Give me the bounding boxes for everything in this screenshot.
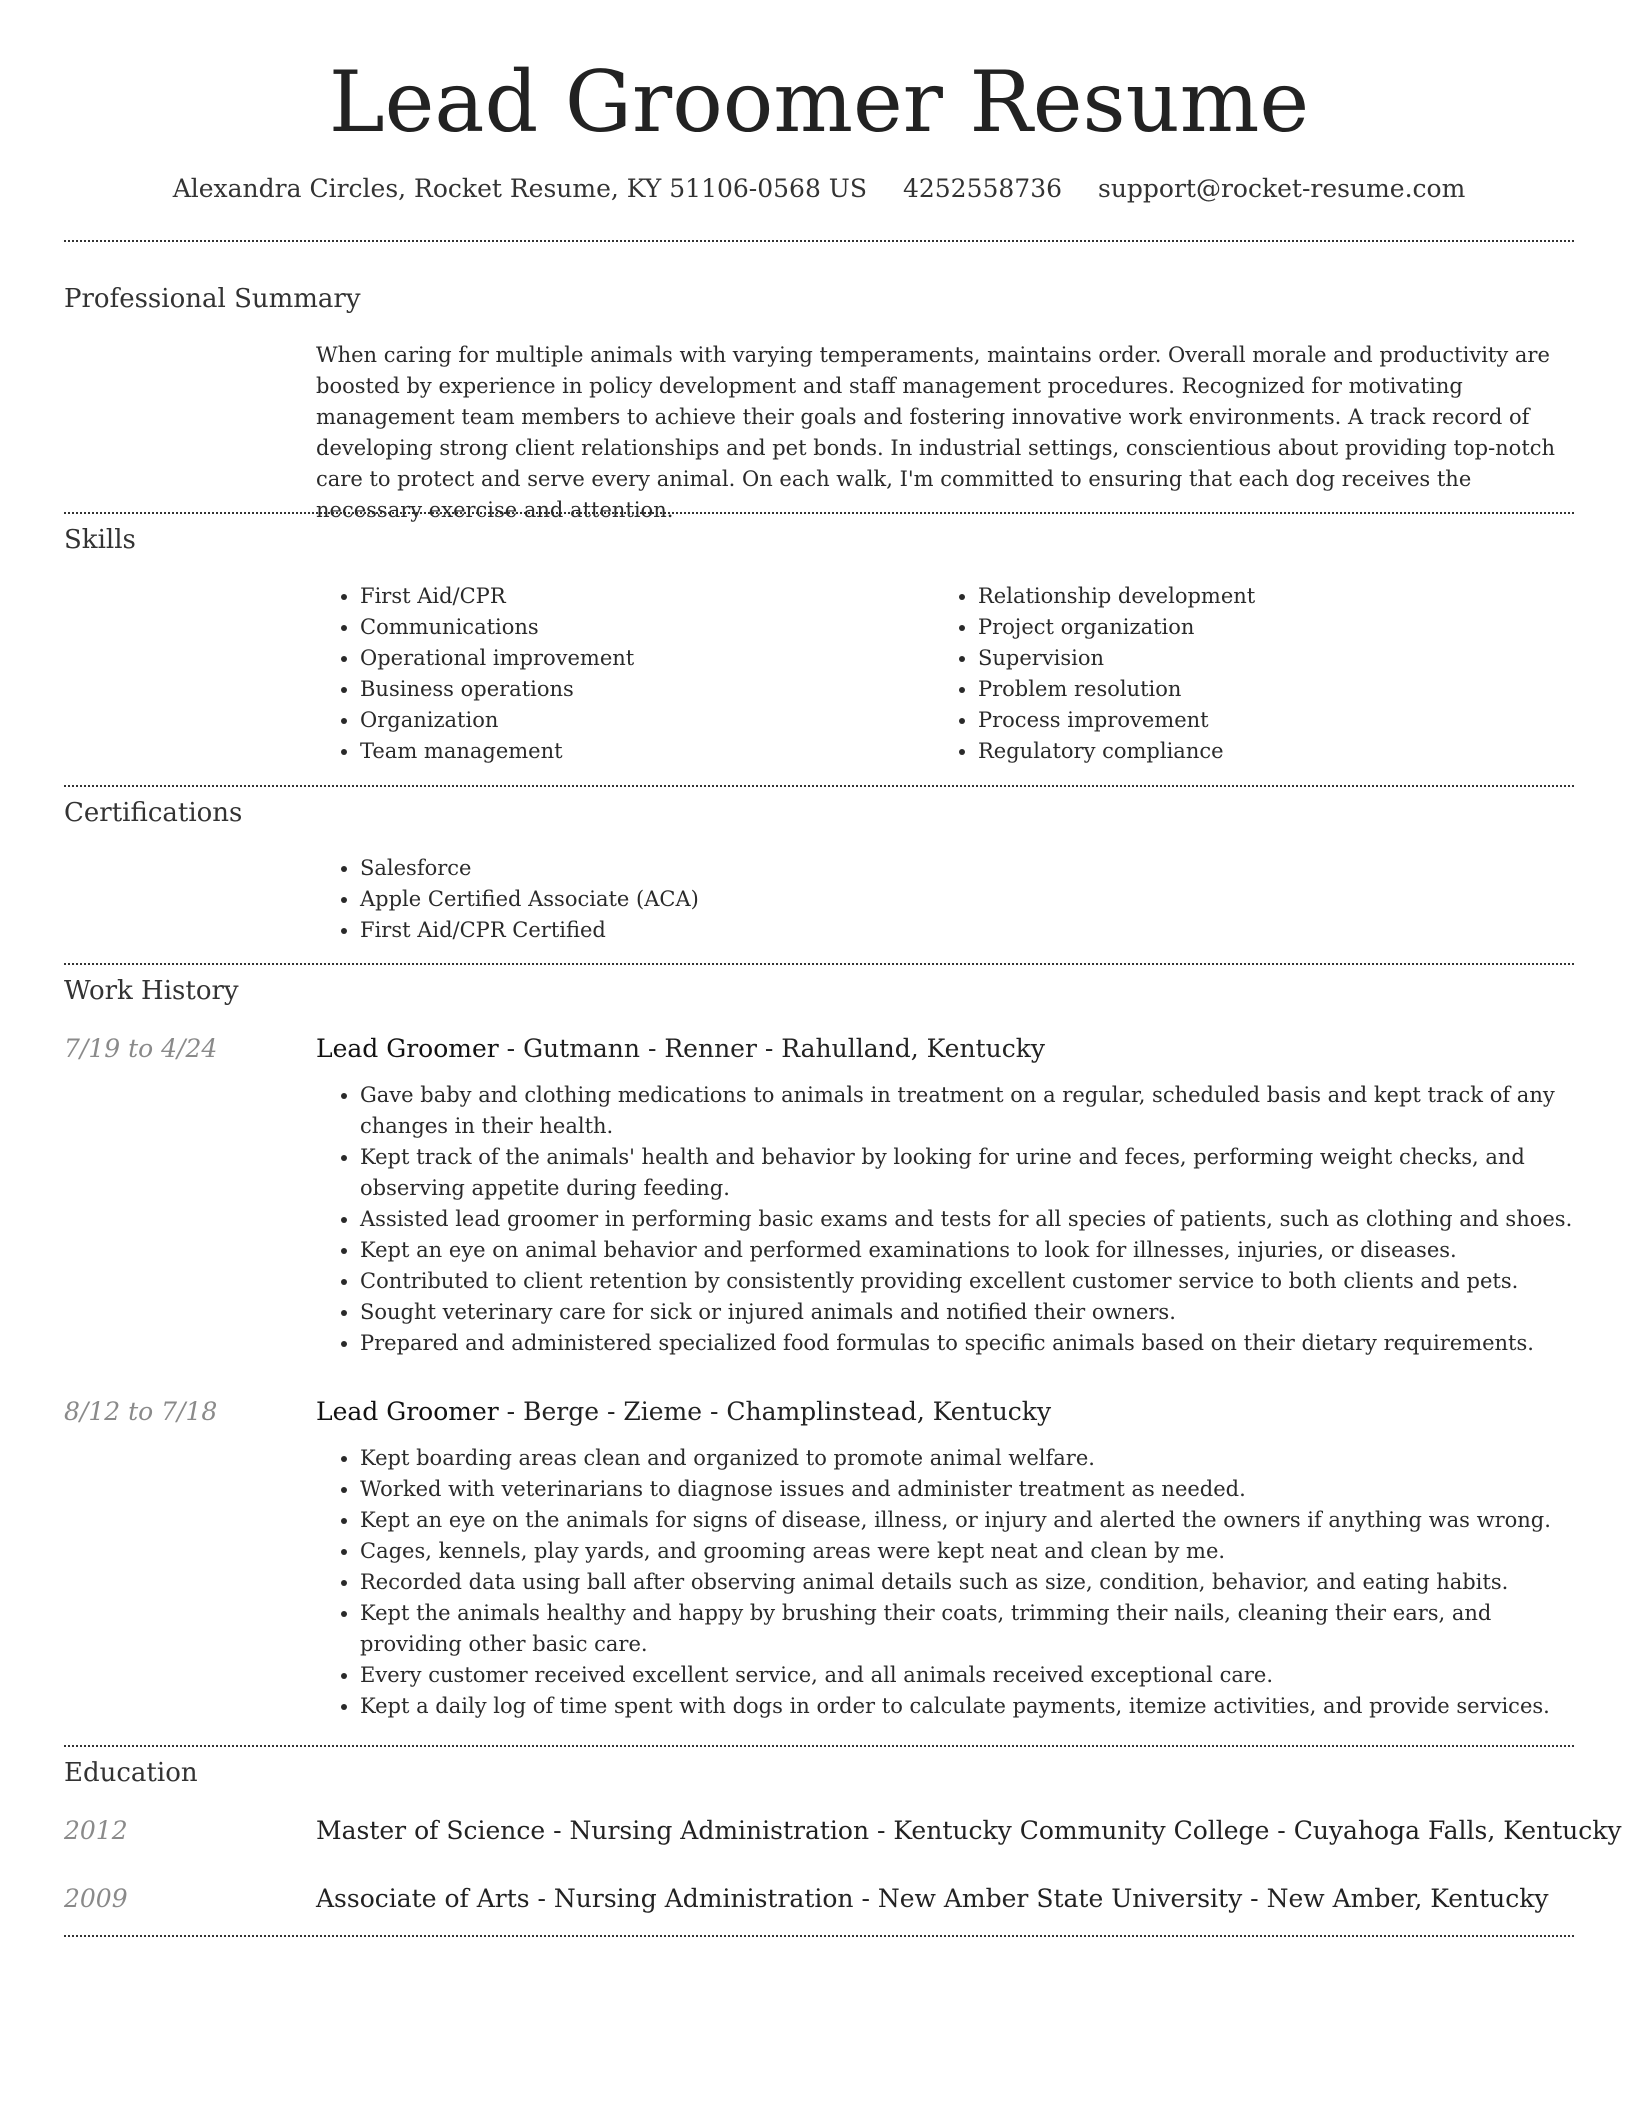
job-bullet: • Kept a daily log of time spent with dogs in order to calculate payments, itemize activities, and provide services. bbox=[360, 1691, 1574, 1722]
skill-item: • Problem resolution bbox=[978, 674, 1574, 705]
section-divider bbox=[64, 1745, 1574, 1747]
education-year: 2012 bbox=[64, 1816, 128, 1845]
job-role: Lead Groomer bbox=[316, 1034, 499, 1063]
section-divider bbox=[64, 512, 1574, 514]
job-bullet: • Kept boarding areas clean and organized to promote animal welfare. bbox=[360, 1443, 1574, 1474]
summary-text: When caring for multiple animals with varying temperaments, maintains order. Overall morale and productivity are boosted by experience in policy development and staff management procedures. Recognized for motivating management team members to achieve their goals and fostering innovative work environments. A track record of developing strong client relationships and pet bonds. In industrial settings, conscientious about providing top-notch care to protect and serve every animal. On each walk, I'm committed to ensuring that each dog receives the necessary exercise and attention. bbox=[316, 343, 1556, 522]
job-bullet: • Sought veterinary care for sick or injured animals and notified their owners. bbox=[360, 1297, 1574, 1328]
job-bullet: • Recorded data using ball after observing animal details such as size, condition, behavior, and eating habits. bbox=[360, 1567, 1574, 1598]
certification-item: • First Aid/CPR Certified bbox=[360, 915, 1574, 946]
job-bullet: • Kept an eye on animal behavior and performed examinations to look for illnesses, injuries, or diseases. bbox=[360, 1235, 1574, 1266]
skills-column-right bbox=[934, 581, 1574, 767]
section-divider bbox=[64, 240, 1574, 242]
section-heading-summary: Professional Summary bbox=[64, 284, 361, 314]
job-details: - Berge - Zieme - Champlinstead, Kentucky bbox=[498, 1397, 1052, 1426]
job-bullet: • Prepared and administered specialized food formulas to specific animals based on their dietary requirements. bbox=[360, 1328, 1574, 1359]
section-heading-work: Work History bbox=[64, 976, 239, 1006]
section-heading-education: Education bbox=[64, 1758, 198, 1788]
section-divider bbox=[64, 785, 1574, 787]
section-heading-skills: Skills bbox=[64, 525, 136, 555]
job-dates: 7/19 to 4/24 bbox=[64, 1034, 218, 1063]
skill-item: • Process improvement bbox=[978, 705, 1574, 736]
certification-item: • Salesforce bbox=[360, 853, 1574, 884]
job-details: - Gutmann - Renner - Rahulland, Kentucky bbox=[498, 1034, 1045, 1063]
page-title: Lead Groomer Resume bbox=[328, 53, 1310, 151]
job-title bbox=[316, 1395, 1574, 1429]
job-title bbox=[316, 1032, 1574, 1066]
contact-address: Alexandra Circles, Rocket Resume, KY 51106-0568 US bbox=[172, 174, 868, 203]
education-year: 2009 bbox=[64, 1884, 128, 1913]
section-divider bbox=[64, 1935, 1574, 1937]
summary-block bbox=[316, 340, 1574, 526]
job-bullet: • Every customer received excellent service, and all animals received exceptional care. bbox=[360, 1660, 1574, 1691]
certifications-list bbox=[316, 853, 1574, 946]
section-heading-certifications: Certifications bbox=[64, 798, 243, 828]
job-bullet: • Worked with veterinarians to diagnose issues and administer treatment as needed. bbox=[360, 1474, 1574, 1505]
education-entry bbox=[316, 1882, 1574, 1916]
skill-item: • Project organization bbox=[978, 612, 1574, 643]
skill-item: • Team management bbox=[360, 736, 916, 767]
job-bullet: • Cages, kennels, play yards, and grooming areas were kept neat and clean by me. bbox=[360, 1536, 1574, 1567]
education-details: - New Amber State University - New Amber, Kentucky bbox=[853, 1884, 1549, 1913]
contact-phone: 4252558736 bbox=[902, 174, 1063, 203]
job-entry bbox=[316, 1032, 1574, 1359]
job-bullet: • Contributed to client retention by consistently providing excellent customer service to both clients and pets. bbox=[360, 1266, 1574, 1297]
education-entry bbox=[316, 1814, 1622, 1848]
section-divider bbox=[64, 963, 1574, 965]
job-bullet: • Kept track of the animals' health and behavior by looking for urine and feces, performing weight checks, and observing appetite during feeding. bbox=[360, 1142, 1574, 1204]
skills-column-left bbox=[316, 581, 916, 767]
job-bullet: • Kept an eye on the animals for signs of disease, illness, or injury and alerted the owners if anything was wrong. bbox=[360, 1505, 1574, 1536]
job-bullet: • Assisted lead groomer in performing basic exams and tests for all species of patients, such as clothing and shoes. bbox=[360, 1204, 1574, 1235]
job-bullet: • Kept the animals healthy and happy by brushing their coats, trimming their nails, cleaning their ears, and providing other basic care. bbox=[360, 1598, 1574, 1660]
contact-email: support@rocket-resume.com bbox=[1097, 174, 1466, 203]
skill-item: • Operational improvement bbox=[360, 643, 916, 674]
skill-item: • Regulatory compliance bbox=[978, 736, 1574, 767]
skill-item: • Business operations bbox=[360, 674, 916, 705]
skill-item: • First Aid/CPR bbox=[360, 581, 916, 612]
skill-item: • Supervision bbox=[978, 643, 1574, 674]
skill-item: • Relationship development bbox=[978, 581, 1574, 612]
education-degree: Master of Science - Nursing Administration bbox=[316, 1816, 870, 1845]
skill-item: • Organization bbox=[360, 705, 916, 736]
education-details: - Kentucky Community College - Cuyahoga Falls, Kentucky bbox=[869, 1816, 1622, 1845]
education-line bbox=[316, 1882, 1574, 1916]
job-dates: 8/12 to 7/18 bbox=[64, 1397, 218, 1426]
job-entry bbox=[316, 1395, 1574, 1722]
skill-item: • Communications bbox=[360, 612, 916, 643]
contact-line bbox=[64, 172, 1574, 206]
certification-item: • Apple Certified Associate (ACA) bbox=[360, 884, 1574, 915]
education-degree: Associate of Arts - Nursing Administration bbox=[316, 1884, 854, 1913]
job-role: Lead Groomer bbox=[316, 1397, 499, 1426]
job-bullet: • Gave baby and clothing medications to animals in treatment on a regular, scheduled basis and kept track of any changes in their health. bbox=[360, 1080, 1574, 1142]
education-line bbox=[316, 1814, 1622, 1848]
